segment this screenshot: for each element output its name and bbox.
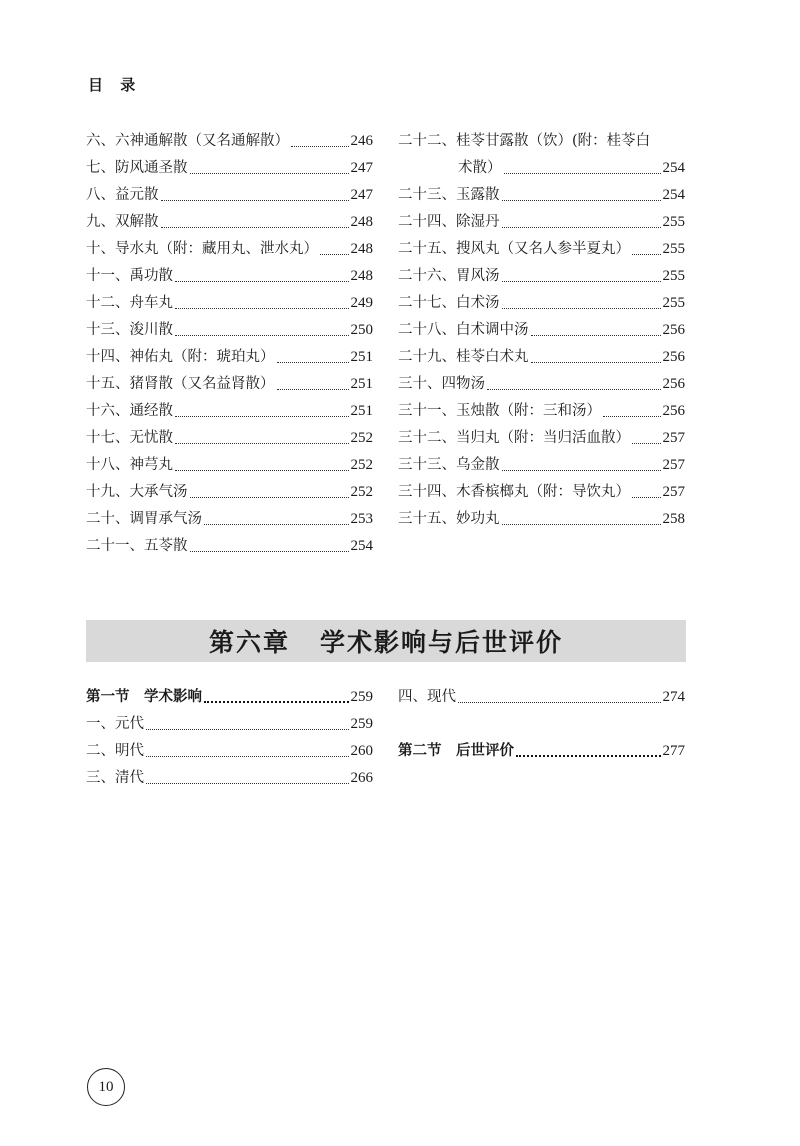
- toc-entry-label: 十七、无忧散: [86, 430, 173, 446]
- toc-entry[interactable]: [86, 506, 373, 533]
- toc-entry-label: 九、双解散: [86, 214, 159, 230]
- toc-entry-label: 二十、调胃承气汤: [86, 511, 202, 527]
- toc-entry-label: 四、现代: [398, 689, 456, 705]
- toc-entry[interactable]: [86, 398, 373, 425]
- dot-leader: [632, 497, 661, 498]
- dot-leader: [458, 702, 661, 703]
- chapter-header-bar: [86, 620, 686, 662]
- section-label: 第二节 后世评价: [398, 743, 514, 759]
- toc-entry-page: 256: [662, 403, 685, 419]
- dot-leader: [204, 524, 349, 525]
- toc-entry[interactable]: [86, 317, 373, 344]
- toc-entry[interactable]: [398, 263, 685, 290]
- spacer: [398, 711, 685, 738]
- toc-entry[interactable]: [86, 765, 373, 792]
- toc-entry-page: 257: [662, 430, 685, 446]
- toc-entry[interactable]: [398, 209, 685, 236]
- dot-leader: [632, 254, 661, 255]
- toc-entry-page: 252: [350, 457, 373, 473]
- toc-entry-page: 255: [662, 214, 685, 230]
- toc-entry-label: 十六、通经散: [86, 403, 173, 419]
- dot-leader: [531, 335, 661, 336]
- chapter-toc-column-right: [398, 684, 685, 765]
- section-entry[interactable]: [398, 738, 685, 765]
- toc-entry-label: 十五、猪肾散（又名益肾散）: [86, 376, 275, 392]
- toc-entry-label: 三十四、木香槟榔丸（附：导饮丸）: [398, 484, 630, 500]
- toc-entry[interactable]: [86, 371, 373, 398]
- chapter-name: 学术影响与后世评价: [320, 628, 564, 657]
- section-entry[interactable]: [86, 684, 373, 711]
- dot-leader: [190, 551, 349, 552]
- dot-leader: [175, 443, 349, 444]
- dot-leader: [291, 146, 349, 147]
- toc-entry-page: 266: [350, 770, 373, 786]
- toc-entry-label: 十、导水丸（附：藏用丸、泄水丸）: [86, 241, 318, 257]
- dot-leader: [175, 416, 349, 417]
- toc-entry-page: 251: [350, 376, 373, 392]
- dot-leader: [502, 200, 661, 201]
- dot-leader: [603, 416, 661, 417]
- toc-entry-label: 术散）: [458, 160, 502, 176]
- chapter-title[interactable]: [209, 623, 563, 659]
- toc-entry-continuation[interactable]: [398, 155, 685, 182]
- toc-entry-page: 257: [662, 484, 685, 500]
- chapter-number: 第六章: [208, 628, 290, 657]
- dot-leader: [516, 755, 661, 757]
- dot-leader: [502, 470, 661, 471]
- toc-entry-label: 十一、禹功散: [86, 268, 173, 284]
- toc-entry[interactable]: [398, 479, 685, 506]
- dot-leader: [146, 783, 349, 784]
- toc-entry-page: 258: [662, 511, 685, 527]
- dot-leader: [632, 443, 661, 444]
- toc-entry-page: 254: [350, 538, 373, 554]
- dot-leader: [161, 200, 349, 201]
- toc-entry-label: 十八、神芎丸: [86, 457, 173, 473]
- toc-entry[interactable]: [86, 425, 373, 452]
- toc-entry-page: 251: [350, 349, 373, 365]
- toc-entry[interactable]: [86, 479, 373, 506]
- toc-entry-label: 十四、神佑丸（附：琥珀丸）: [86, 349, 275, 365]
- toc-entry-label: 十三、浚川散: [86, 322, 173, 338]
- toc-entry[interactable]: [86, 290, 373, 317]
- toc-entry-label: 十二、舟车丸: [86, 295, 173, 311]
- toc-entry-page: 247: [350, 187, 373, 203]
- toc-entry-page: 254: [662, 160, 685, 176]
- running-header: 目 录: [88, 76, 142, 94]
- toc-entry[interactable]: [398, 452, 685, 479]
- toc-entry-page: 252: [350, 430, 373, 446]
- toc-entry-label: 二十八、白术调中汤: [398, 322, 529, 338]
- toc-entry-page: 255: [662, 268, 685, 284]
- toc-entry-label: 三十三、乌金散: [398, 457, 500, 473]
- toc-entry[interactable]: [86, 236, 373, 263]
- toc-entry[interactable]: [86, 738, 373, 765]
- page-number-badge: 10: [87, 1068, 125, 1106]
- dot-leader: [175, 470, 349, 471]
- toc-entry-label: 三十五、妙功丸: [398, 511, 500, 527]
- toc-entry-label: 二十六、胃风汤: [398, 268, 500, 284]
- dot-leader: [204, 701, 349, 703]
- toc-entry-label: 二十四、除湿丹: [398, 214, 500, 230]
- dot-leader: [190, 173, 349, 174]
- toc-entry[interactable]: [86, 344, 373, 371]
- toc-entry[interactable]: [398, 317, 685, 344]
- toc-entry[interactable]: [86, 533, 373, 560]
- dot-leader: [502, 227, 661, 228]
- toc-entry-page: 255: [662, 295, 685, 311]
- dot-leader: [502, 281, 661, 282]
- toc-entry-label: 二十九、桂苓白术丸: [398, 349, 529, 365]
- dot-leader: [502, 308, 661, 309]
- dot-leader: [146, 729, 349, 730]
- toc-entry-label: 二十七、白术汤: [398, 295, 500, 311]
- section-page: 277: [662, 743, 685, 759]
- toc-entry[interactable]: [398, 425, 685, 452]
- toc-entry-label: 二、明代: [86, 743, 144, 759]
- toc-entry-page: 251: [350, 403, 373, 419]
- toc-entry-page: 257: [662, 457, 685, 473]
- toc-entry-page: 256: [662, 322, 685, 338]
- toc-entry[interactable]: [86, 182, 373, 209]
- toc-entry[interactable]: [86, 263, 373, 290]
- toc-entry-page: 248: [350, 214, 373, 230]
- toc-entry[interactable]: [398, 344, 685, 371]
- toc-entry-label: 一、元代: [86, 716, 144, 732]
- toc-entry[interactable]: [86, 209, 373, 236]
- toc-entry[interactable]: [86, 711, 373, 738]
- toc-entry-page: 248: [350, 241, 373, 257]
- dot-leader: [175, 308, 349, 309]
- toc-entry-page: 252: [350, 484, 373, 500]
- chapter-toc-column-left: [86, 684, 373, 792]
- dot-leader: [277, 389, 349, 390]
- toc-entry-page: 256: [662, 376, 685, 392]
- toc-entry[interactable]: [86, 128, 373, 155]
- toc-entry[interactable]: [86, 452, 373, 479]
- toc-entry[interactable]: [398, 506, 685, 533]
- toc-entry-page: 250: [350, 322, 373, 338]
- section-label: 第一节 学术影响: [86, 689, 202, 705]
- toc-entry-label: 十九、大承气汤: [86, 484, 188, 500]
- dot-leader: [320, 254, 349, 255]
- toc-entry[interactable]: [398, 290, 685, 317]
- toc-entry[interactable]: [398, 182, 685, 209]
- section-page: 259: [350, 689, 373, 705]
- toc-entry[interactable]: [398, 371, 685, 398]
- dot-leader: [502, 524, 661, 525]
- toc-entry-page: 260: [350, 743, 373, 759]
- toc-entry-label: 二十五、搜风丸（又名人参半夏丸）: [398, 241, 630, 257]
- dot-leader: [146, 756, 349, 757]
- dot-leader: [531, 362, 661, 363]
- toc-entry-page: 246: [350, 133, 373, 149]
- toc-entry-label: 三十一、玉烛散（附：三和汤）: [398, 403, 601, 419]
- dot-leader: [175, 335, 349, 336]
- dot-leader: [504, 173, 661, 174]
- toc-entry-label: 二十三、玉露散: [398, 187, 500, 203]
- toc-entry-label: 二十一、五苓散: [86, 538, 188, 554]
- toc-entry[interactable]: [398, 398, 685, 425]
- toc-entry-first-line[interactable]: [398, 128, 685, 155]
- toc-column-left: [86, 128, 373, 560]
- toc-entry-page: 247: [350, 160, 373, 176]
- toc-entry-label: 七、防风通圣散: [86, 160, 188, 176]
- toc-entry[interactable]: [398, 684, 685, 711]
- toc-entry-page: 254: [662, 187, 685, 203]
- toc-entry-page: 255: [662, 241, 685, 257]
- dot-leader: [190, 497, 349, 498]
- toc-entry-page: 259: [350, 716, 373, 732]
- dot-leader: [175, 281, 349, 282]
- toc-entry-label: 三、清代: [86, 770, 144, 786]
- dot-leader: [487, 389, 661, 390]
- toc-entry[interactable]: [86, 155, 373, 182]
- toc-entry-label: 三十二、当归丸（附：当归活血散）: [398, 430, 630, 446]
- toc-entry-page: 274: [662, 689, 685, 705]
- toc-entry-page: 249: [350, 295, 373, 311]
- toc-entry-page: 256: [662, 349, 685, 365]
- toc-entry-page: 248: [350, 268, 373, 284]
- toc-entry-label: 六、六神通解散（又名通解散）: [86, 133, 289, 149]
- toc-entry[interactable]: [398, 236, 685, 263]
- toc-entry-label: 八、益元散: [86, 187, 159, 203]
- toc-entry-label: 二十二、桂苓甘露散（饮）(附：桂苓白: [398, 133, 651, 149]
- toc-column-right: [398, 128, 685, 533]
- toc-entry-label: 三十、四物汤: [398, 376, 485, 392]
- dot-leader: [277, 362, 349, 363]
- toc-entry-page: 253: [350, 511, 373, 527]
- dot-leader: [161, 227, 349, 228]
